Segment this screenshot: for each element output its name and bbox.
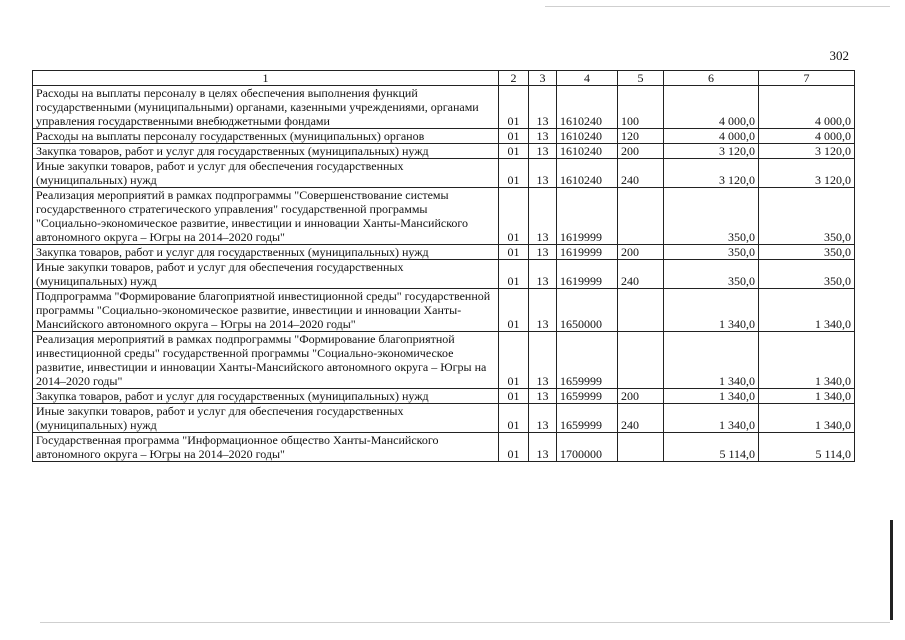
- row-subsection: 13: [529, 188, 557, 245]
- table-row: [33, 332, 855, 389]
- row-expense-type: [618, 289, 664, 332]
- row-subsection: 13: [529, 144, 557, 159]
- row-amount-1: 4 000,0: [664, 86, 759, 129]
- table-row: [33, 144, 855, 159]
- row-amount-1: 350,0: [664, 245, 759, 260]
- row-amount-2: 1 340,0: [759, 389, 855, 404]
- row-subsection: 13: [529, 404, 557, 433]
- table-row: [33, 389, 855, 404]
- table-row: [33, 129, 855, 144]
- row-subsection: 13: [529, 159, 557, 188]
- row-subsection: 13: [529, 332, 557, 389]
- header-row: [33, 71, 855, 86]
- row-name: Иные закупки товаров, работ и услуг для обеспечения государственных (муниципальных) нужд: [33, 159, 499, 188]
- row-name: Закупка товаров, работ и услуг для государственных (муниципальных) нужд: [33, 144, 499, 159]
- row-expense-type: 240: [618, 159, 664, 188]
- row-amount-2: 350,0: [759, 188, 855, 245]
- row-section: 01: [499, 389, 529, 404]
- row-section: 01: [499, 159, 529, 188]
- row-subsection: 13: [529, 86, 557, 129]
- row-expense-type: [618, 188, 664, 245]
- row-section: 01: [499, 188, 529, 245]
- row-amount-1: 1 340,0: [664, 289, 759, 332]
- row-section: 01: [499, 433, 529, 462]
- row-amount-2: 1 340,0: [759, 332, 855, 389]
- row-expense-type: 100: [618, 86, 664, 129]
- table-row: [33, 404, 855, 433]
- table-row: [33, 260, 855, 289]
- row-target-code: 1619999: [557, 245, 618, 260]
- row-target-code: 1700000: [557, 433, 618, 462]
- page-number: 302: [829, 48, 849, 63]
- table-row: [33, 188, 855, 245]
- table-row: [33, 433, 855, 462]
- row-section: 01: [499, 86, 529, 129]
- table-row: [33, 86, 855, 129]
- row-target-code: 1619999: [557, 188, 618, 245]
- row-expense-type: 120: [618, 129, 664, 144]
- row-target-code: 1659999: [557, 404, 618, 433]
- row-amount-1: 350,0: [664, 260, 759, 289]
- row-name: Закупка товаров, работ и услуг для государственных (муниципальных) нужд: [33, 389, 499, 404]
- row-subsection: 13: [529, 129, 557, 144]
- column-header-6: 6: [664, 71, 759, 86]
- row-subsection: 13: [529, 260, 557, 289]
- row-target-code: 1610240: [557, 129, 618, 144]
- row-target-code: 1610240: [557, 159, 618, 188]
- row-amount-1: 1 340,0: [664, 389, 759, 404]
- row-target-code: 1610240: [557, 144, 618, 159]
- row-amount-2: 3 120,0: [759, 159, 855, 188]
- row-name: Иные закупки товаров, работ и услуг для обеспечения государственных (муниципальных) нужд: [33, 404, 499, 433]
- row-expense-type: 200: [618, 144, 664, 159]
- row-expense-type: 200: [618, 389, 664, 404]
- row-name: Государственная программа "Информационное общество Ханты-Мансийского автономного округа – Югры на 2014–2020 годы": [33, 433, 499, 462]
- row-section: 01: [499, 144, 529, 159]
- row-name: Расходы на выплаты персоналу государственных (муниципальных) органов: [33, 129, 499, 144]
- row-section: 01: [499, 404, 529, 433]
- row-amount-1: 1 340,0: [664, 404, 759, 433]
- row-expense-type: 240: [618, 260, 664, 289]
- row-section: 01: [499, 332, 529, 389]
- row-name: Подпрограмма "Формирование благоприятной инвестиционной среды" государственной программы "Социально-экономическое развитие, инвестиции и инновации Ханты-Мансийского автономного округа – Югры на 2014–2020 годы": [33, 289, 499, 332]
- row-amount-2: 5 114,0: [759, 433, 855, 462]
- row-target-code: 1659999: [557, 332, 618, 389]
- row-name: Реализация мероприятий в рамках подпрограммы "Формирование благоприятной инвестиционной среды" государственной программы "Социально-экономическое развитие, инвестиции и инновации Ханты-Мансийского автономного округа – Югры на 2014–2020 годы": [33, 332, 499, 389]
- row-amount-1: 5 114,0: [664, 433, 759, 462]
- row-target-code: 1659999: [557, 389, 618, 404]
- table-row: [33, 289, 855, 332]
- row-amount-1: 1 340,0: [664, 332, 759, 389]
- row-expense-type: [618, 433, 664, 462]
- row-subsection: 13: [529, 433, 557, 462]
- row-name: Реализация мероприятий в рамках подпрограммы "Совершенствование системы государственного стратегического управления" государственной программы "Социально-экономическое развитие, инвестиции и инновации Ханты-Мансийского автономного округа – Югры на 2014–2020 годы": [33, 188, 499, 245]
- row-amount-2: 350,0: [759, 260, 855, 289]
- row-amount-2: 350,0: [759, 245, 855, 260]
- row-section: 01: [499, 129, 529, 144]
- row-section: 01: [499, 289, 529, 332]
- budget-table: [32, 70, 855, 462]
- row-name: Закупка товаров, работ и услуг для государственных (муниципальных) нужд: [33, 245, 499, 260]
- row-amount-2: 3 120,0: [759, 144, 855, 159]
- row-subsection: 13: [529, 289, 557, 332]
- row-section: 01: [499, 260, 529, 289]
- column-header-2: 2: [499, 71, 529, 86]
- column-header-4: 4: [557, 71, 618, 86]
- table-row: [33, 245, 855, 260]
- row-amount-2: 4 000,0: [759, 129, 855, 144]
- scan-edge-mark: [890, 520, 893, 620]
- row-expense-type: [618, 332, 664, 389]
- column-header-1: 1: [33, 71, 499, 86]
- row-amount-1: 350,0: [664, 188, 759, 245]
- row-subsection: 13: [529, 245, 557, 260]
- scan-artifact-top: [545, 6, 890, 7]
- row-target-code: 1650000: [557, 289, 618, 332]
- row-amount-2: 1 340,0: [759, 404, 855, 433]
- scan-artifact-bottom: [40, 622, 890, 623]
- row-expense-type: 240: [618, 404, 664, 433]
- column-header-5: 5: [618, 71, 664, 86]
- row-amount-1: 4 000,0: [664, 129, 759, 144]
- row-section: 01: [499, 245, 529, 260]
- table-row: [33, 159, 855, 188]
- row-subsection: 13: [529, 389, 557, 404]
- row-expense-type: 200: [618, 245, 664, 260]
- row-name: Иные закупки товаров, работ и услуг для обеспечения государственных (муниципальных) нужд: [33, 260, 499, 289]
- row-amount-2: 1 340,0: [759, 289, 855, 332]
- row-amount-2: 4 000,0: [759, 86, 855, 129]
- table-body: [33, 86, 855, 462]
- row-amount-1: 3 120,0: [664, 144, 759, 159]
- column-header-3: 3: [529, 71, 557, 86]
- row-amount-1: 3 120,0: [664, 159, 759, 188]
- row-target-code: 1610240: [557, 86, 618, 129]
- row-target-code: 1619999: [557, 260, 618, 289]
- column-header-7: 7: [759, 71, 855, 86]
- row-name: Расходы на выплаты персоналу в целях обеспечения выполнения функций государственными (муниципальными) органами, казенными учреждениями, органами управления государственными внебюджетными фондами: [33, 86, 499, 129]
